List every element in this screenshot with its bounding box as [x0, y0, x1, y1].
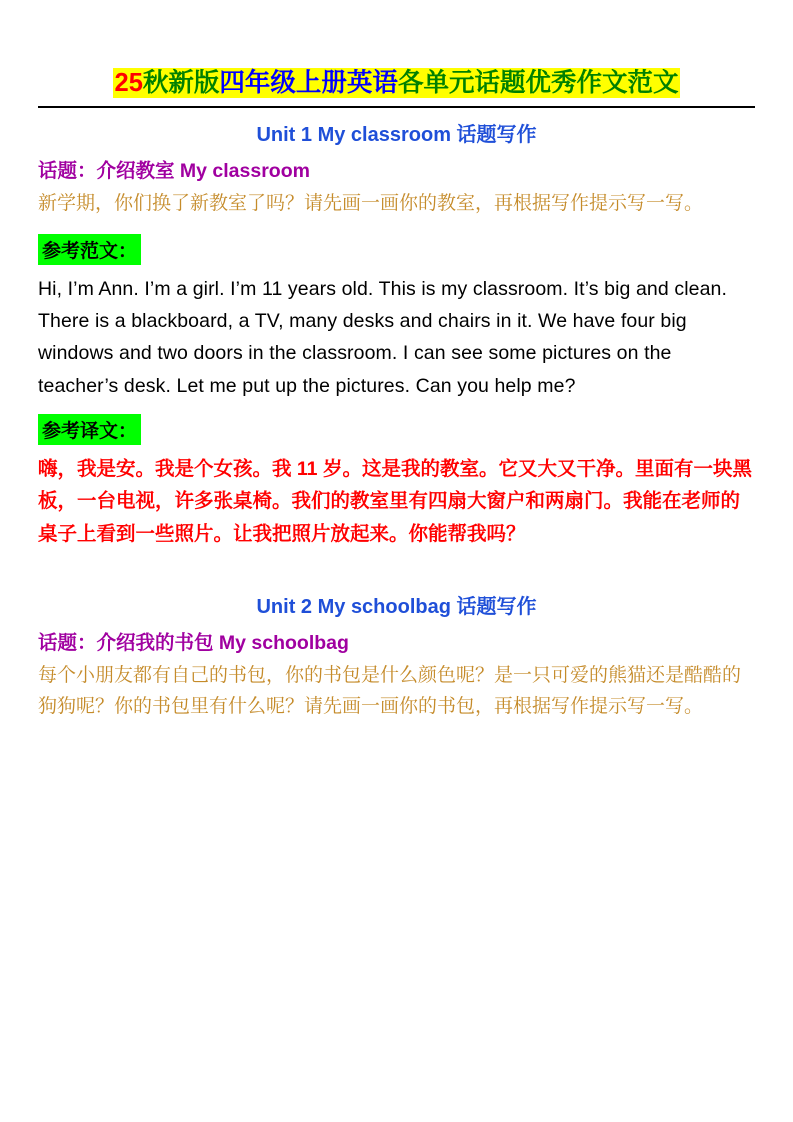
page-title	[38, 68, 755, 100]
title-part-1: 25	[114, 69, 143, 97]
section-spacer	[38, 556, 755, 590]
title-part-4: 各单元话题优秀作文范文	[397, 69, 679, 97]
section-unit-1	[38, 118, 755, 550]
unit-1-sample-text: Hi, I’m Ann. I’m a girl. I’m 11 years old. This is my classroom. It’s big and clean. There is a blackboard, a TV, many desks and chairs in it. We have four big windows and two doors in the classroom. I can see some pictures on the teacher’s desk. Let me put up the pictures. Can you help me?	[38, 277, 727, 397]
unit-1-heading: Unit 1 My classroom 话题写作	[256, 123, 537, 146]
unit-2-prompt: 每个小朋友都有自己的书包，你的书包是什么颜色呢？是一只可爱的熊猫还是酷酷的狗狗呢？你的书包里有什么呢？请先画一画你的书包，再根据写作提示写一写。	[38, 665, 742, 717]
unit-2-heading: Unit 2 My schoolbag 话题写作	[256, 596, 537, 619]
title-part-2: 秋新版	[142, 69, 220, 97]
title-divider	[38, 106, 755, 108]
unit-2-topic: 话题：介绍我的书包 My schoolbag	[38, 632, 349, 655]
title-part-3: 四年级上册英语	[219, 69, 398, 97]
section-unit-2	[38, 590, 755, 723]
unit-1-translation-label: 参考译文：	[38, 414, 141, 445]
unit-1-prompt: 新学期，你们换了新教室了吗？请先画一画你的教室，再根据写作提示写一写。	[38, 192, 704, 214]
unit-1-translation-text: 嗨，我是安。我是个女孩。我 11 岁。这是我的教室。它又大又干净。里面有一块黑板，一台电视，许多张桌椅。我们的教室里有四扇大窗户和两扇门。我能在老师的桌子上看到一些照片。让我把照片放起来。你能帮我吗？	[38, 458, 752, 545]
unit-1-topic: 话题：介绍教室 My classroom	[38, 159, 310, 182]
unit-1-sample-label: 参考范文：	[38, 234, 141, 265]
